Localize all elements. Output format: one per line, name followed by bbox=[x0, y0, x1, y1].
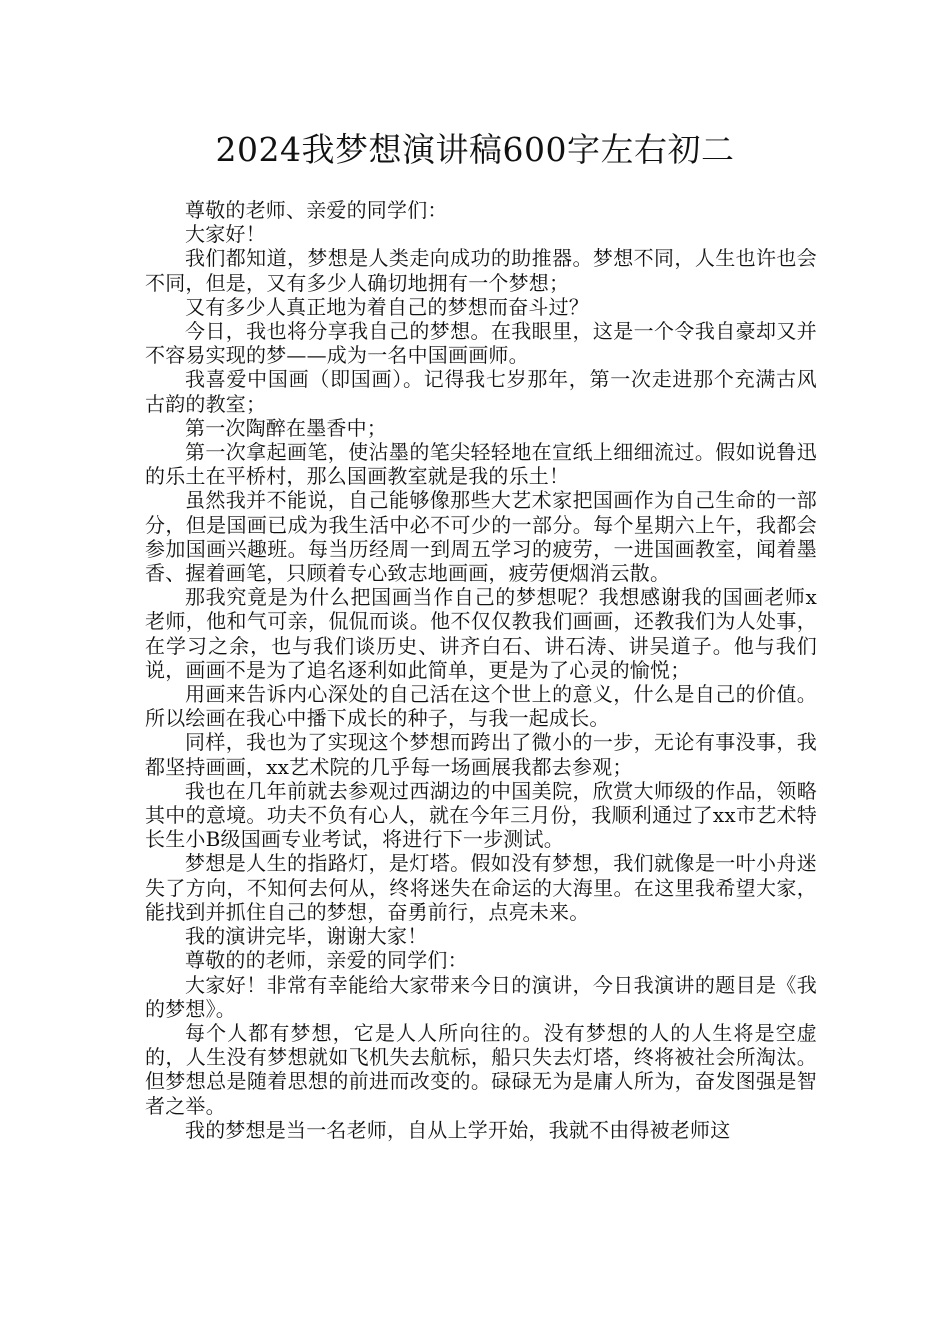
paragraph: 用画来告诉内心深处的自己活在这个世上的意义，什么是自己的价值。所以绘画在我心中播下成长的种子，与我一起成长。 bbox=[145, 682, 817, 731]
paragraph: 梦想是人生的指路灯，是灯塔。假如没有梦想，我们就像是一叶小舟迷失了方向，不知何去何从，终将迷失在命运的大海里。在这里我希望大家，能找到并抓住自己的梦想，奋勇前行，点亮未来。 bbox=[145, 851, 817, 924]
paragraph: 第一次陶醉在墨香中； bbox=[185, 415, 387, 440]
paragraph: 我也在几年前就去参观过西湖边的中国美院，欣赏大师级的作品，领略其中的意境。功夫不负有心人，就在今年三月份，我顺利通过了xx市艺术特长生小B级国画专业考试，将进行下一步测试。 bbox=[145, 778, 817, 852]
paragraph: 第一次拿起画笔，使沾墨的笔尖轻轻地在宣纸上细细流过。假如说鲁迅的乐土在平桥村，那么国画教室就是我的乐土！ bbox=[145, 440, 817, 489]
paragraph: 我喜爱中国画（即国画）。记得我七岁那年，第一次走进那个充满古风古韵的教室； bbox=[145, 367, 817, 416]
paragraph: 我的梦想是当一名老师，自从上学开始，我就不由得被老师这 bbox=[185, 1117, 731, 1142]
paragraph: 大家好！ bbox=[185, 222, 266, 247]
paragraph: 尊敬的的老师，亲爱的同学们： bbox=[185, 948, 468, 973]
paragraph: 虽然我并不能说，自己能够像那些大艺术家把国画作为自己生命的一部分，但是国画已成为我生活中必不可少的一部分。每个星期六上午，我都会参加国画兴趣班。每当历经周一到周五学习的疲劳，一进国画教室，闻着墨香、握着画笔，只顾着专心致志地画画，疲劳便烟消云散。 bbox=[145, 488, 817, 586]
paragraph: 同样，我也为了实现这个梦想而跨出了微小的一步，无论有事没事，我都坚持画画，xx艺术院的几乎每一场画展我都去参观； bbox=[145, 730, 817, 779]
paragraph: 又有多少人真正地为着自己的梦想而奋斗过？ bbox=[185, 294, 589, 319]
document-body bbox=[145, 198, 817, 1142]
document-title: 2024我梦想演讲稿600字左右初二 bbox=[215, 130, 735, 169]
paragraph: 我的演讲完毕，谢谢大家！ bbox=[185, 924, 428, 949]
paragraph: 大家好！非常有幸能给大家带来今日的演讲，今日我演讲的题目是《我的梦想》。 bbox=[145, 972, 817, 1021]
paragraph: 我们都知道，梦想是人类走向成功的助推器。梦想不同，人生也许也会不同，但是，又有多少人确切地拥有一个梦想； bbox=[145, 246, 817, 295]
paragraph: 每个人都有梦想，它是人人所向往的。没有梦想的人的人生将是空虚的，人生没有梦想就如飞机失去航标，船只失去灯塔，终将被社会所淘汰。但梦想总是随着思想的前进而改变的。碌碌无为是庸人所为，奋发图强是智者之举。 bbox=[145, 1020, 817, 1118]
paragraph: 尊敬的老师、亲爱的同学们： bbox=[185, 198, 448, 222]
paragraph: 那我究竟是为什么把国画当作自己的梦想呢？我想感谢我的国画老师x老师，他和气可亲，侃侃而谈。他不仅仅教我们画画，还教我们为人处事，在学习之余，也与我们谈历史、讲齐白石、讲石涛、讲吴道子。他与我们说，画画不是为了追名逐利如此简单，更是为了心灵的愉悦； bbox=[145, 585, 817, 682]
paragraph: 今日，我也将分享我自己的梦想。在我眼里，这是一个令我自豪却又并不容易实现的梦——成为一名中国画画师。 bbox=[145, 319, 817, 368]
